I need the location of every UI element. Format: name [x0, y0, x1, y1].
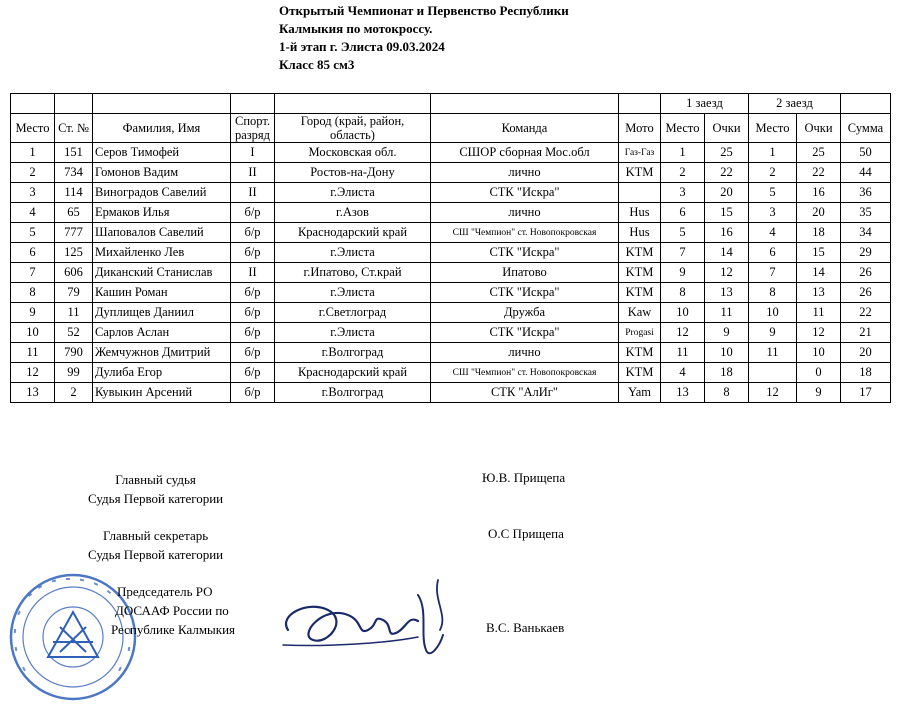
cell-moto: KTM — [619, 363, 661, 383]
cell-race1-place: 4 — [661, 363, 705, 383]
cell-total: 26 — [841, 283, 891, 303]
table-row — [11, 163, 891, 183]
cell-name: Виноградов Савелий — [93, 183, 231, 203]
cell-city: г.Азов — [275, 203, 431, 223]
table-row — [11, 383, 891, 403]
header-line-2: Калмыкия по мотокроссу. — [279, 21, 433, 36]
table-row — [11, 343, 891, 363]
cell-team: СТК "Искра" — [431, 283, 619, 303]
cell-team: Дружба — [431, 303, 619, 323]
cell-team: лично — [431, 343, 619, 363]
cell-race2-points: 14 — [797, 263, 841, 283]
chief-judge-title: Главный судья — [115, 472, 196, 487]
cell-start-number: 79 — [55, 283, 93, 303]
cell-city: г.Элиста — [275, 323, 431, 343]
cell-city: Ростов-на-Дону — [275, 163, 431, 183]
cell-race1-place: 1 — [661, 143, 705, 163]
race-2-header: 2 заезд — [749, 94, 841, 114]
cell-start-number: 114 — [55, 183, 93, 203]
cell-total: 18 — [841, 363, 891, 383]
cell-total: 34 — [841, 223, 891, 243]
cell-race1-points: 25 — [705, 143, 749, 163]
cell-total: 50 — [841, 143, 891, 163]
cell-race2-points: 0 — [797, 363, 841, 383]
cell-total: 44 — [841, 163, 891, 183]
cell-start-number: 125 — [55, 243, 93, 263]
chairman-name: В.С. Ванькаев — [486, 620, 565, 635]
cell-moto: KTM — [619, 263, 661, 283]
column-header-row — [11, 114, 891, 143]
cell-moto: Yam — [619, 383, 661, 403]
cell-race1-place: 2 — [661, 163, 705, 183]
chairman-block — [111, 582, 236, 639]
col-team: Команда — [431, 114, 619, 143]
chairman-title-3: Республике Калмыкия — [111, 622, 236, 637]
cell-place: 2 — [11, 163, 55, 183]
cell-city: г.Светлоград — [275, 303, 431, 323]
cell-race2-place: 7 — [749, 263, 797, 283]
cell-moto: Hus — [619, 223, 661, 243]
cell-place: 7 — [11, 263, 55, 283]
chief-secretary-name: О.С Прищепа — [488, 526, 564, 541]
table-row — [11, 283, 891, 303]
table-row — [11, 203, 891, 223]
cell-name: Ермаков Илья — [93, 203, 231, 223]
cell-city: г.Ипатово, Ст.край — [275, 263, 431, 283]
cell-place: 3 — [11, 183, 55, 203]
cell-race1-points: 12 — [705, 263, 749, 283]
cell-place: 6 — [11, 243, 55, 263]
cell-moto — [619, 183, 661, 203]
cell-race1-points: 9 — [705, 323, 749, 343]
cell-name: Кашин Роман — [93, 283, 231, 303]
cell-moto: Progasi — [619, 323, 661, 343]
cell-rank: б/р — [231, 283, 275, 303]
cell-race1-points: 8 — [705, 383, 749, 403]
chairman-title-1: Председатель РО — [117, 584, 213, 599]
race-1-header: 1 заезд — [661, 94, 749, 114]
cell-rank: б/р — [231, 383, 275, 403]
col-total: Сумма — [841, 114, 891, 143]
table-row — [11, 303, 891, 323]
cell-race2-points: 18 — [797, 223, 841, 243]
table-row — [11, 143, 891, 163]
cell-race2-points: 11 — [797, 303, 841, 323]
cell-race1-place: 6 — [661, 203, 705, 223]
cell-place: 4 — [11, 203, 55, 223]
cell-total: 29 — [841, 243, 891, 263]
col-race2-place: Место — [749, 114, 797, 143]
cell-city: г.Волгоград — [275, 343, 431, 363]
col-place: Место — [11, 114, 55, 143]
cell-city: г.Элиста — [275, 243, 431, 263]
cell-moto: Kaw — [619, 303, 661, 323]
cell-start-number: 734 — [55, 163, 93, 183]
cell-race2-place: 3 — [749, 203, 797, 223]
cell-team: лично — [431, 203, 619, 223]
cell-place: 11 — [11, 343, 55, 363]
cell-rank: II — [231, 163, 275, 183]
cell-rank: б/р — [231, 343, 275, 363]
cell-team: СШ "Чемпион" ст. Новопокровская — [431, 223, 619, 243]
cell-moto: Hus — [619, 203, 661, 223]
cell-name: Шаповалов Савелий — [93, 223, 231, 243]
cell-race1-place: 8 — [661, 283, 705, 303]
handwritten-signature — [268, 575, 468, 680]
cell-name: Дулиба Егор — [93, 363, 231, 383]
cell-start-number: 52 — [55, 323, 93, 343]
cell-city: Краснодарский край — [275, 363, 431, 383]
cell-team: СТК "Искра" — [431, 243, 619, 263]
col-moto: Мото — [619, 114, 661, 143]
cell-rank: б/р — [231, 303, 275, 323]
cell-race1-points: 20 — [705, 183, 749, 203]
cell-start-number: 99 — [55, 363, 93, 383]
col-rank: Спорт. разряд — [231, 114, 275, 143]
cell-team: СШ "Чемпион" ст. Новопокровская — [431, 363, 619, 383]
cell-moto: KTM — [619, 283, 661, 303]
cell-team: СТК "Искра" — [431, 183, 619, 203]
cell-team: СШОР сборная Мос.обл — [431, 143, 619, 163]
cell-city: Московская обл. — [275, 143, 431, 163]
cell-race2-points: 13 — [797, 283, 841, 303]
cell-race1-place: 7 — [661, 243, 705, 263]
cell-total: 17 — [841, 383, 891, 403]
race-header-row — [11, 94, 891, 114]
cell-city: г.Волгоград — [275, 383, 431, 403]
cell-race1-place: 9 — [661, 263, 705, 283]
cell-race1-points: 14 — [705, 243, 749, 263]
cell-race2-place: 2 — [749, 163, 797, 183]
results-table — [10, 93, 891, 403]
cell-race2-points: 15 — [797, 243, 841, 263]
cell-race2-place — [749, 363, 797, 383]
cell-start-number: 777 — [55, 223, 93, 243]
cell-race1-place: 5 — [661, 223, 705, 243]
cell-place: 10 — [11, 323, 55, 343]
table-row — [11, 183, 891, 203]
cell-race2-place: 12 — [749, 383, 797, 403]
cell-start-number: 790 — [55, 343, 93, 363]
chief-judge-block — [88, 470, 223, 508]
chief-secretary-category: Судья Первой категории — [88, 547, 224, 562]
cell-rank: II — [231, 183, 275, 203]
cell-total: 20 — [841, 343, 891, 363]
table-row — [11, 263, 891, 283]
cell-start-number: 606 — [55, 263, 93, 283]
cell-total: 22 — [841, 303, 891, 323]
cell-race2-points: 20 — [797, 203, 841, 223]
header-line-1: Открытый Чемпионат и Первенство Республики — [279, 3, 569, 18]
cell-start-number: 65 — [55, 203, 93, 223]
cell-place: 8 — [11, 283, 55, 303]
table-row — [11, 363, 891, 383]
cell-rank: б/р — [231, 223, 275, 243]
cell-place: 5 — [11, 223, 55, 243]
cell-name: Диканский Станислав — [93, 263, 231, 283]
document-header — [279, 2, 569, 74]
cell-place: 13 — [11, 383, 55, 403]
table-row — [11, 223, 891, 243]
cell-start-number: 2 — [55, 383, 93, 403]
cell-team: СТК "Искра" — [431, 323, 619, 343]
cell-moto: KTM — [619, 243, 661, 263]
cell-race1-points: 13 — [705, 283, 749, 303]
table-row — [11, 323, 891, 343]
cell-race2-place: 1 — [749, 143, 797, 163]
cell-race2-points: 10 — [797, 343, 841, 363]
cell-name: Сарлов Аслан — [93, 323, 231, 343]
col-race2-points: Очки — [797, 114, 841, 143]
cell-race2-points: 12 — [797, 323, 841, 343]
cell-race2-points: 22 — [797, 163, 841, 183]
cell-moto: KTM — [619, 163, 661, 183]
cell-rank: II — [231, 263, 275, 283]
cell-race2-place: 5 — [749, 183, 797, 203]
cell-race1-points: 11 — [705, 303, 749, 323]
cell-name: Кувыкин Арсений — [93, 383, 231, 403]
cell-race1-place: 11 — [661, 343, 705, 363]
cell-city: Краснодарский край — [275, 223, 431, 243]
cell-start-number: 151 — [55, 143, 93, 163]
cell-race1-place: 12 — [661, 323, 705, 343]
cell-race2-place: 11 — [749, 343, 797, 363]
cell-race1-points: 16 — [705, 223, 749, 243]
cell-name: Серов Тимофей — [93, 143, 231, 163]
cell-rank: б/р — [231, 363, 275, 383]
cell-name: Гомонов Вадим — [93, 163, 231, 183]
cell-moto: Газ-Газ — [619, 143, 661, 163]
cell-name: Жемчужнов Дмитрий — [93, 343, 231, 363]
cell-race2-place: 8 — [749, 283, 797, 303]
cell-place: 1 — [11, 143, 55, 163]
cell-race1-place: 13 — [661, 383, 705, 403]
cell-rank: б/р — [231, 243, 275, 263]
cell-race2-place: 9 — [749, 323, 797, 343]
cell-place: 12 — [11, 363, 55, 383]
cell-team: лично — [431, 163, 619, 183]
cell-rank: б/р — [231, 323, 275, 343]
cell-race1-place: 3 — [661, 183, 705, 203]
cell-team: СТК "АлИг" — [431, 383, 619, 403]
cell-race1-points: 15 — [705, 203, 749, 223]
cell-race2-points: 25 — [797, 143, 841, 163]
cell-rank: I — [231, 143, 275, 163]
cell-total: 21 — [841, 323, 891, 343]
cell-place: 9 — [11, 303, 55, 323]
cell-race2-points: 16 — [797, 183, 841, 203]
col-race1-place: Место — [661, 114, 705, 143]
header-line-4: Класс 85 см3 — [279, 57, 355, 72]
cell-race1-points: 18 — [705, 363, 749, 383]
cell-rank: б/р — [231, 203, 275, 223]
col-city: Город (край, район, область) — [275, 114, 431, 143]
cell-race2-place: 10 — [749, 303, 797, 323]
col-start-number: Ст. № — [55, 114, 93, 143]
cell-start-number: 11 — [55, 303, 93, 323]
col-race1-points: Очки — [705, 114, 749, 143]
chief-judge-category: Судья Первой категории — [88, 491, 224, 506]
cell-race2-place: 6 — [749, 243, 797, 263]
cell-race2-points: 9 — [797, 383, 841, 403]
cell-city: г.Элиста — [275, 283, 431, 303]
chief-secretary-title: Главный секретарь — [103, 528, 209, 543]
cell-moto: KTM — [619, 343, 661, 363]
cell-race2-place: 4 — [749, 223, 797, 243]
cell-race1-points: 22 — [705, 163, 749, 183]
cell-total: 36 — [841, 183, 891, 203]
cell-team: Ипатово — [431, 263, 619, 283]
table-row — [11, 243, 891, 263]
cell-city: г.Элиста — [275, 183, 431, 203]
header-line-3: 1-й этап г. Элиста 09.03.2024 — [279, 39, 445, 54]
col-name: Фамилия, Имя — [93, 114, 231, 143]
cell-race1-points: 10 — [705, 343, 749, 363]
cell-race1-place: 10 — [661, 303, 705, 323]
chief-secretary-block — [88, 526, 223, 564]
cell-name: Михайленко Лев — [93, 243, 231, 263]
chairman-title-2: ДОСААФ России по — [115, 603, 229, 618]
cell-total: 26 — [841, 263, 891, 283]
cell-total: 35 — [841, 203, 891, 223]
chief-judge-name: Ю.В. Прищепа — [482, 470, 566, 485]
cell-name: Дуплищев Даниил — [93, 303, 231, 323]
